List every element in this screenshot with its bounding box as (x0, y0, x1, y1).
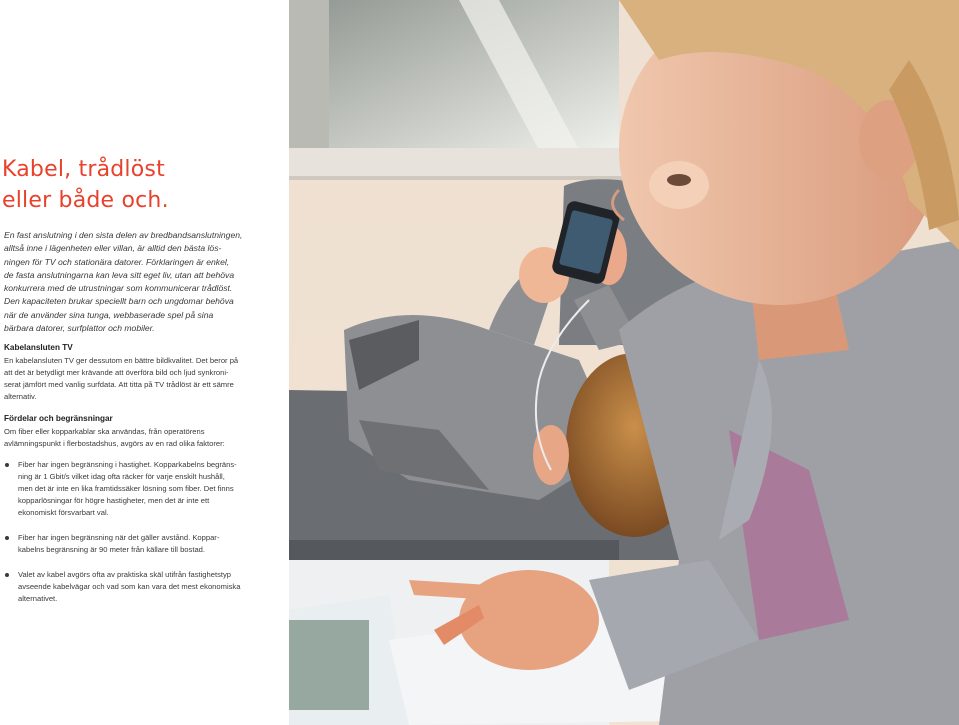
bullet-line: men det är inte en lika framtidssäker lösning som fiber. Det finns (18, 484, 234, 493)
bullet-line: kopparlösningar för högre hastigheter, men det är inte ett (18, 496, 210, 505)
paragraph-line: En kabelansluten TV ger dessutom en bättre bildkvalitet. Det beror på (4, 356, 239, 365)
bullet-line: Fiber har ingen begränsning i hastighet. Kopparkabelns begräns- (18, 460, 237, 469)
bullet-line: kabelns begränsning är 90 meter från källare till bostad. (18, 545, 205, 554)
paragraph-line: alternativ. (4, 392, 37, 401)
bullet-dot-icon (5, 463, 9, 467)
section-paragraph (4, 355, 286, 403)
bullet-item (4, 569, 286, 605)
bullet-line: avseende kabelvägar och vad som kan vara det mest ekonomiska (18, 582, 241, 591)
bullet-line: ekonomiskt försvarbart val. (18, 508, 109, 517)
text-column (0, 0, 289, 725)
section-cable-tv (4, 342, 286, 403)
intro-line: bärbara datorer, surfplattor och mobiler. (4, 323, 155, 334)
bullet-line: alternativet. (18, 594, 58, 603)
section-paragraph (4, 426, 286, 450)
photo-illustration (289, 0, 959, 725)
intro-line: ningen för TV och stationära datorer. Förklaringen är enkel, (4, 256, 230, 267)
intro-line: alltså inne i lägenheten eller villan, är alltid den bästa lös- (4, 243, 222, 254)
paragraph-line: Om fiber eller kopparkablar ska användas, från operatörens (4, 427, 205, 436)
page-title (2, 154, 169, 216)
bullet-line: ning är 1 Gbit/s vilket idag ofta räcker för varje enskilt hushåll, (18, 472, 225, 481)
bullet-line: Fiber har ingen begränsning när det gäller avstånd. Koppar- (18, 533, 220, 542)
section-heading: Kabelansluten TV (4, 343, 73, 352)
title-line-1: Kabel, trådlöst (2, 157, 165, 182)
title-line-2: eller både och. (2, 188, 169, 213)
bullet-dot-icon (5, 573, 9, 577)
intro-line: Den kapaciteten brukar speciellt barn och ungdomar behöva (4, 296, 234, 307)
paragraph-line: avlämningspunkt i flerbostadshus, avgörs av en rad olika faktorer: (4, 439, 225, 448)
photo-children-with-devices (289, 0, 959, 725)
intro-line: de fasta anslutningarna kan leva sitt eget liv, utan att behöva (4, 269, 235, 280)
bullet-line: Valet av kabel avgörs ofta av praktiska skäl utifrån fastighetstyp (18, 570, 232, 579)
section-heading: Fördelar och begränsningar (4, 414, 113, 423)
paragraph-line: att det är betydligt mer krävande att överföra bild och ljud synkroni- (4, 368, 229, 377)
intro-paragraph (4, 229, 286, 335)
intro-line: En fast anslutning i den sista delen av bredbandsanslutningen, (4, 230, 243, 240)
bullet-item (4, 459, 286, 519)
paragraph-line: serat jämfört med vanlig surfdata. Att titta på TV trådlöst är ett sämre (4, 380, 234, 389)
intro-line: när de använder sina tunga, webbaserade spel på sina (4, 309, 214, 320)
bullet-item (4, 532, 286, 556)
bullet-dot-icon (5, 536, 9, 540)
bullet-list (4, 459, 286, 605)
section-pros-cons (4, 413, 286, 618)
intro-line: konkurrera med de utrustningar som kommunicerar trådlöst. (4, 283, 233, 294)
